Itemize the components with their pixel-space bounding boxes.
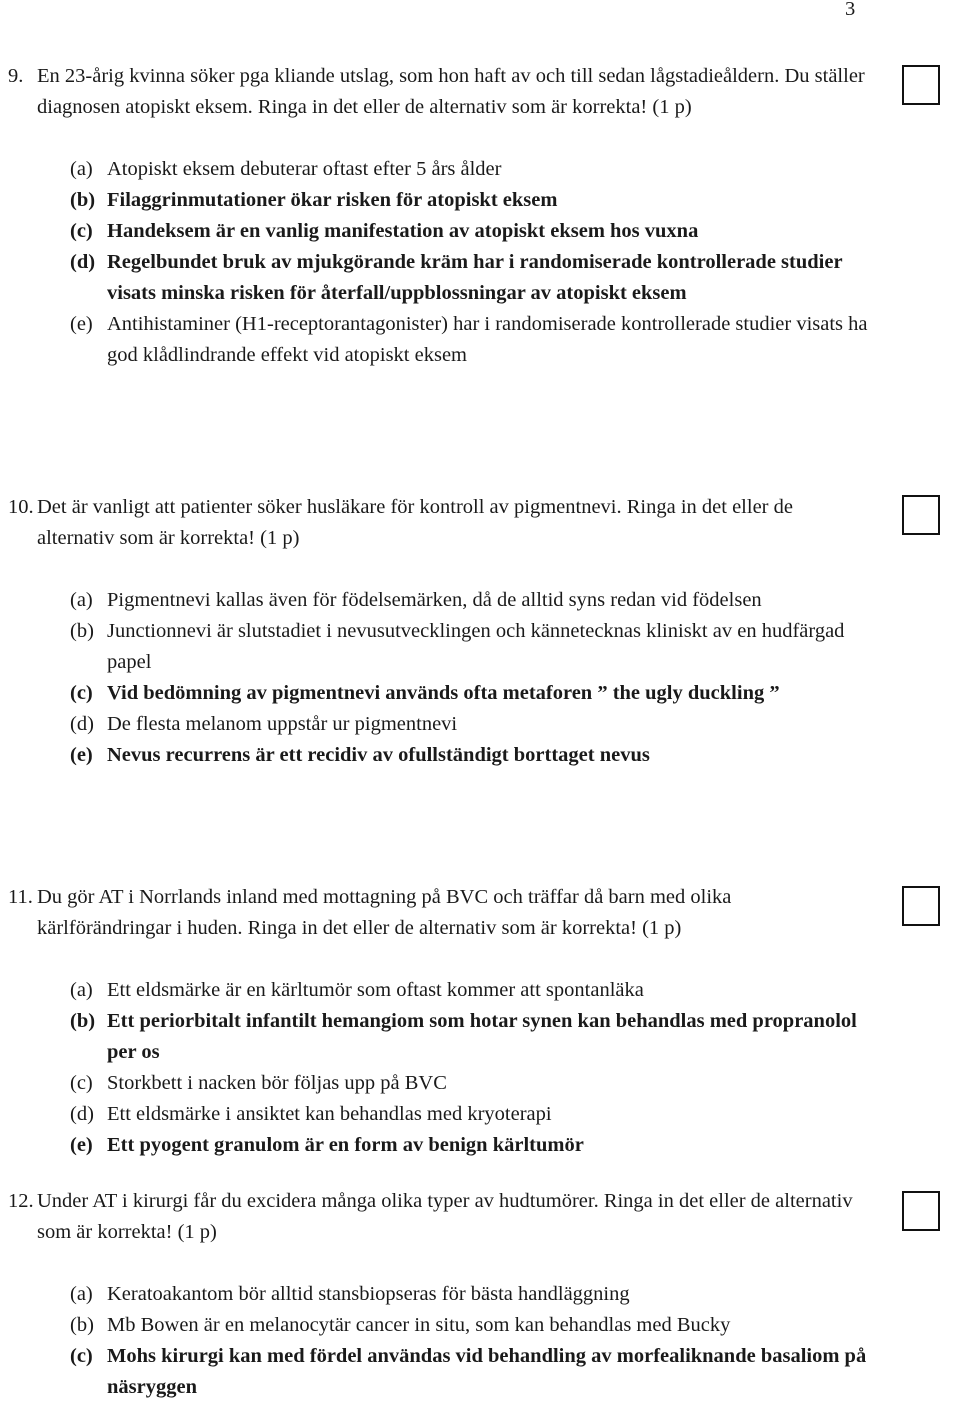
option-text: Ett eldsmärke i ansiktet kan behandlas med kryoterapi bbox=[107, 1103, 552, 1125]
question-number: 10. bbox=[8, 496, 34, 518]
option-c[interactable] bbox=[0, 1068, 877, 1099]
option-label: (b) bbox=[70, 1314, 94, 1336]
options-list bbox=[0, 585, 960, 771]
option-a[interactable] bbox=[0, 585, 877, 616]
option-label: (d) bbox=[70, 1103, 94, 1125]
option-b[interactable] bbox=[0, 616, 877, 678]
question-text: En 23-årig kvinna söker pga kliande utslag, som hon haft av och till sedan lågstadieåldern. Du ställer diagnosen atopiskt eksem. Ringa in det eller de alternativ som är korrekta! (1 p) bbox=[37, 65, 865, 118]
option-b[interactable] bbox=[0, 185, 877, 216]
answer-box[interactable] bbox=[902, 1191, 940, 1231]
option-d[interactable] bbox=[0, 709, 877, 740]
options-list bbox=[0, 975, 960, 1161]
option-text: Atopiskt eksem debuterar oftast efter 5 års ålder bbox=[107, 158, 502, 180]
options-list bbox=[0, 1279, 960, 1403]
option-text: Ett eldsmärke är en kärltumör som oftast kommer att spontanläka bbox=[107, 979, 644, 1001]
question-number: 11. bbox=[8, 886, 33, 908]
answer-box[interactable] bbox=[902, 65, 940, 105]
option-text: De flesta melanom uppstår ur pigmentnevi bbox=[107, 713, 458, 735]
option-text: Ett pyogent granulom är en form av benign kärltumör bbox=[107, 1134, 584, 1156]
option-label: (c) bbox=[70, 220, 93, 242]
question-number: 9. bbox=[8, 65, 24, 87]
option-b[interactable] bbox=[0, 1310, 877, 1341]
question-11 bbox=[0, 882, 960, 1161]
option-label: (c) bbox=[70, 682, 93, 704]
option-label: (e) bbox=[70, 1134, 93, 1156]
option-label: (a) bbox=[70, 589, 93, 611]
answer-box[interactable] bbox=[902, 495, 940, 535]
question-9 bbox=[0, 61, 960, 371]
option-label: (c) bbox=[70, 1345, 93, 1367]
option-text: Junctionnevi är slutstadiet i nevusutvecklingen och kännetecknas kliniskt av en hudfärgad papel bbox=[107, 620, 845, 673]
option-text: Antihistaminer (H1-receptorantagonister) har i randomiserade kontrollerade studier visats ha god klådlindrande effekt vid atopiskt eksem bbox=[107, 313, 868, 366]
option-text: Mb Bowen är en melanocytär cancer in situ, som kan behandlas med Bucky bbox=[107, 1314, 731, 1336]
question-stem bbox=[0, 492, 867, 554]
option-label: (e) bbox=[70, 313, 93, 335]
option-text: Filaggrinmutationer ökar risken för atopiskt eksem bbox=[107, 189, 558, 211]
option-label: (d) bbox=[70, 251, 96, 273]
option-d[interactable] bbox=[0, 1099, 877, 1130]
option-text: Storkbett i nacken bör följas upp på BVC bbox=[107, 1072, 447, 1094]
option-a[interactable] bbox=[0, 975, 877, 1006]
option-c[interactable] bbox=[0, 678, 877, 709]
option-e[interactable] bbox=[0, 740, 877, 771]
option-c[interactable] bbox=[0, 216, 877, 247]
option-a[interactable] bbox=[0, 154, 877, 185]
option-text: Mohs kirurgi kan med fördel användas vid behandling av morfealiknande basaliom på näsryggen bbox=[107, 1345, 867, 1398]
option-b[interactable] bbox=[0, 1006, 877, 1068]
option-text: Handeksem är en vanlig manifestation av atopiskt eksem hos vuxna bbox=[107, 220, 699, 242]
page-number: 3 bbox=[845, 0, 856, 20]
option-e[interactable] bbox=[0, 309, 877, 371]
option-d[interactable] bbox=[0, 247, 877, 309]
question-text: Under AT i kirurgi får du excidera många olika typer av hudtumörer. Ringa in det eller de alternativ som är korrekta! (1 p) bbox=[37, 1190, 853, 1243]
option-label: (b) bbox=[70, 189, 96, 211]
option-label: (b) bbox=[70, 1010, 96, 1032]
option-label: (a) bbox=[70, 1283, 93, 1305]
question-10 bbox=[0, 492, 960, 771]
option-c[interactable] bbox=[0, 1341, 877, 1403]
question-stem bbox=[0, 882, 867, 944]
answer-box[interactable] bbox=[902, 886, 940, 926]
question-text: Du gör AT i Norrlands inland med mottagning på BVC och träffar då barn med olika kärlförändringar i huden. Ringa in det eller de alternativ som är korrekta! (1 p) bbox=[37, 886, 732, 939]
option-label: (a) bbox=[70, 979, 93, 1001]
option-label: (b) bbox=[70, 620, 94, 642]
option-a[interactable] bbox=[0, 1279, 877, 1310]
option-label: (d) bbox=[70, 713, 94, 735]
option-text: Nevus recurrens är ett recidiv av ofullständigt borttaget nevus bbox=[107, 744, 650, 766]
question-stem bbox=[0, 61, 867, 123]
option-text: Vid bedömning av pigmentnevi används ofta metaforen ” the ugly duckling ” bbox=[107, 682, 780, 704]
question-stem bbox=[0, 1186, 867, 1248]
question-12 bbox=[0, 1186, 960, 1403]
option-label: (c) bbox=[70, 1072, 93, 1094]
option-text: Regelbundet bruk av mjukgörande kräm har i randomiserade kontrollerade studier visats minska risken för återfall/uppblossningar av atopiskt eksem bbox=[107, 251, 843, 304]
option-text: Pigmentnevi kallas även för födelsemärken, då de alltid syns redan vid födelsen bbox=[107, 589, 762, 611]
option-text: Keratoakantom bör alltid stansbiopseras för bästa handläggning bbox=[107, 1283, 630, 1305]
option-label: (a) bbox=[70, 158, 93, 180]
option-text: Ett periorbitalt infantilt hemangiom som hotar synen kan behandlas med propranolol per os bbox=[107, 1010, 857, 1063]
question-text: Det är vanligt att patienter söker husläkare för kontroll av pigmentnevi. Ringa in det eller de alternativ som är korrekta! (1 p) bbox=[37, 496, 793, 549]
option-label: (e) bbox=[70, 744, 93, 766]
option-e[interactable] bbox=[0, 1130, 877, 1161]
options-list bbox=[0, 154, 960, 371]
question-number: 12. bbox=[8, 1190, 34, 1212]
